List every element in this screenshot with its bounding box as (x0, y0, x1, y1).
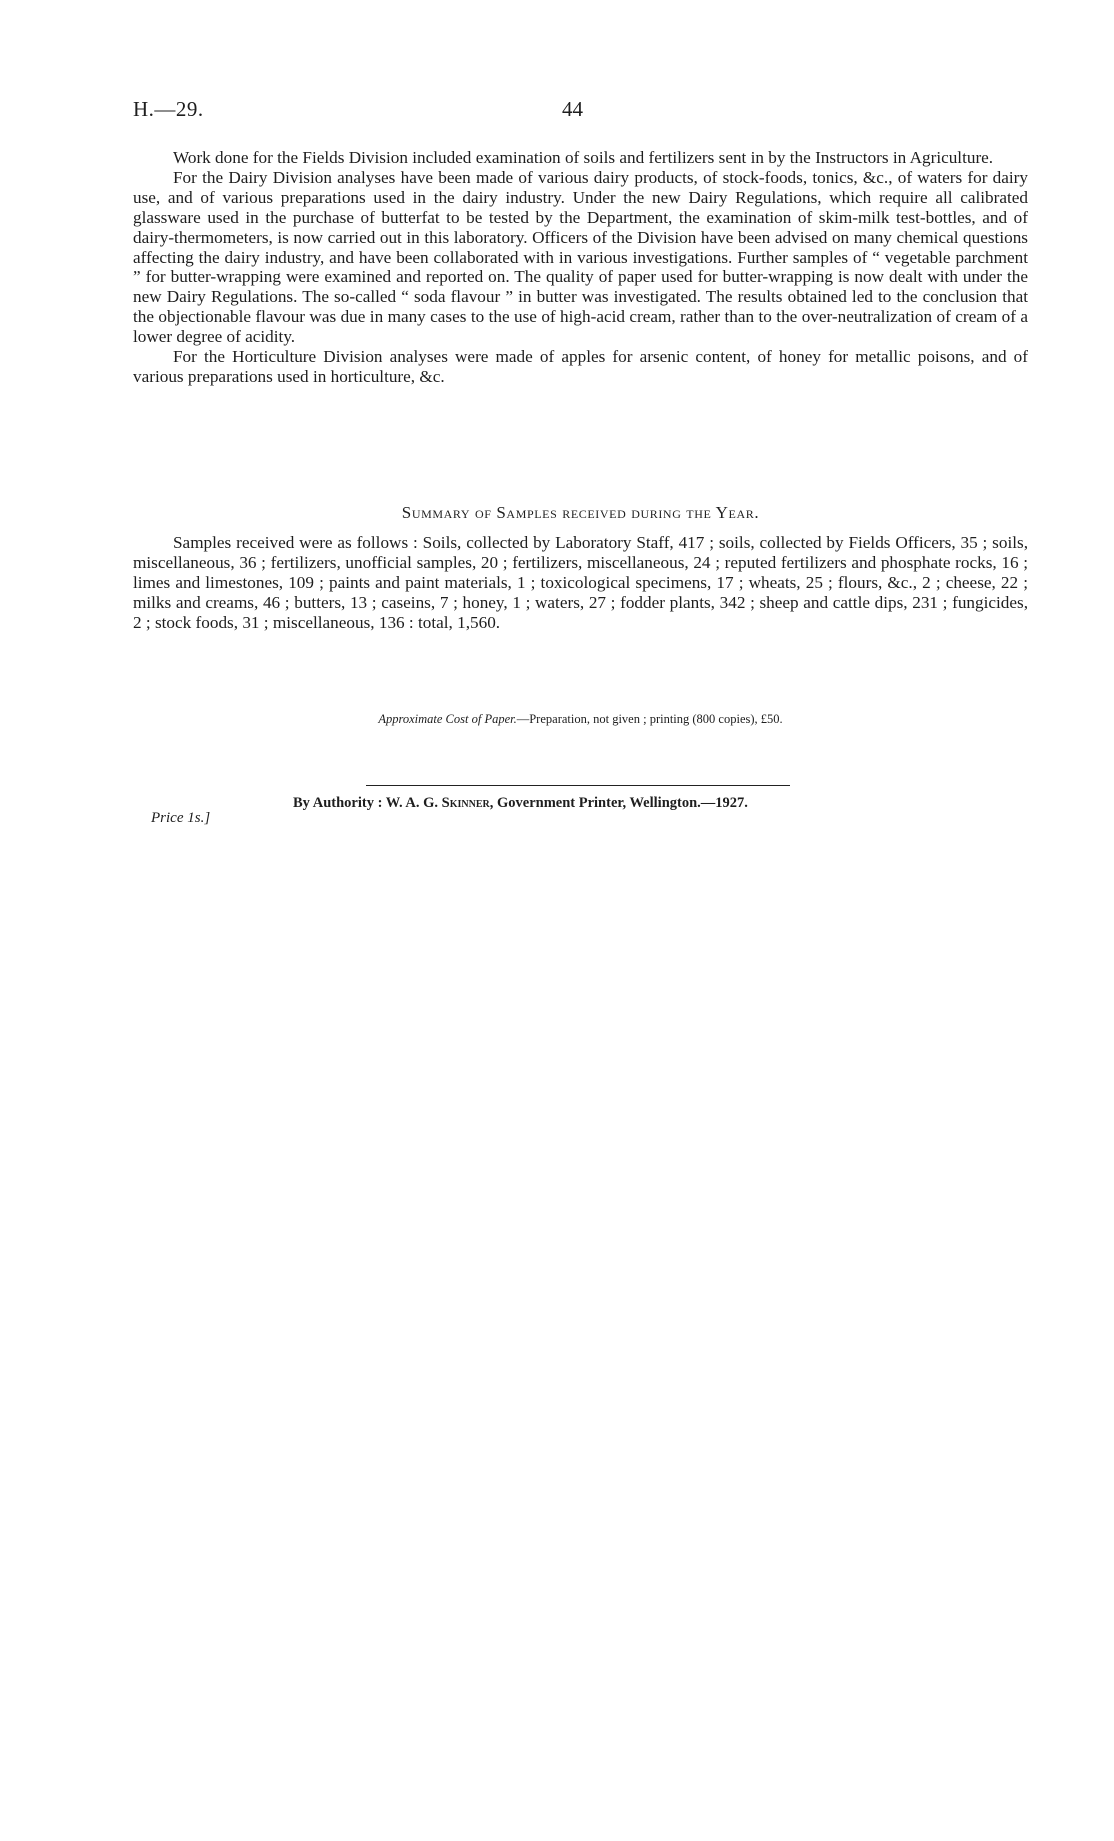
paragraph-dairy-division: For the Dairy Division analyses have been made of various dairy products, of stock-foods, tonics, &c., of waters for dairy use, and of various preparations used in the dairy industry. Under the new Dairy Regulations, which require all calibrated glassware used in the purchase of butterfat to be tested by the Department, the examination of skim-milk test-bottles, and of dairy-thermometers, is now carried out in this laboratory. Officers of the Division have been advised on many chemical questions affecting the dairy industry, and have been collaborated with in various investigations. Further samples of “ vegetable parchment ” for butter-wrapping were examined and reported on. The quality of paper used for butter-wrapping is now dealt with under the new Dairy Regulations. The so-called “ soda flavour ” in butter was investigated. The results obtained led to the conclusion that the objectionable flavour was due in many cases to the use of high-acid cream, rather than to the over-neutralization of cream of a lower degree of acidity. (133, 167, 1028, 347)
footer-rule (366, 785, 790, 786)
summary-section (133, 533, 1028, 633)
authority-suffix: , Government Printer, Wellington.—1927. (489, 795, 748, 811)
cost-label: Approximate Cost of Paper. (378, 712, 517, 726)
paragraph-horticulture-division: For the Horticulture Division analyses were made of apples for arsenic content, of honey for metallic poisons, and of various preparations used in horticulture, &c. (133, 347, 1028, 386)
paragraph-fields-division: Work done for the Fields Division included examination of soils and fertilizers sent in by the Instructors in Agriculture. (173, 148, 994, 167)
price-note: Price 1s.] (151, 810, 211, 826)
document-reference: H.—29. (133, 97, 204, 121)
page-number: 44 (562, 97, 583, 121)
body-text (133, 148, 1028, 387)
authority-prefix: By Authority : W. A. G. (293, 795, 442, 811)
printer-name: Skinner (441, 795, 490, 811)
summary-paragraph: Samples received were as follows : Soils, collected by Laboratory Staff, 417 ; soils, collected by Fields Officers, 35 ; soils, miscellaneous, 36 ; fertilizers, unofficial samples, 20 ; fertilizers, miscellaneous, 24 ; reputed fertilizers and phosphate rocks, 16 ; limes and limestones, 109 ; paints and paint materials, 1 ; toxicological specimens, 17 ; wheats, 25 ; flours, &c., 2 ; cheese, 22 ; milks and creams, 46 ; butters, 13 ; caseins, 7 ; honey, 1 ; waters, 27 ; fodder plants, 342 ; sheep and cattle dips, 231 ; fungicides, 2 ; stock foods, 31 ; miscellaneous, 136 : total, 1,560. (133, 533, 1028, 632)
section-heading: Summary of Samples received during the Year. (401, 503, 760, 522)
cost-line (133, 712, 1028, 727)
cost-text: —Preparation, not given ; printing (800 copies), £50. (516, 712, 783, 726)
printer-authority (293, 795, 748, 812)
